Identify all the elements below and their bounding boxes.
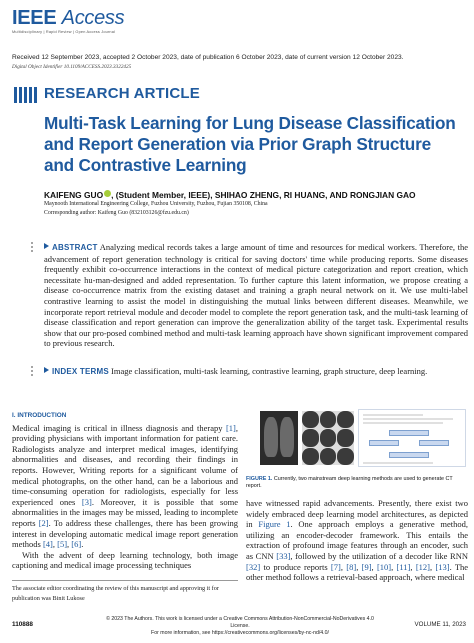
method-diagram (358, 409, 466, 467)
figure-label: FIGURE 1. (246, 476, 273, 482)
paper-title: Multi-Task Learning for Lung Disease Classification and Report Generation via Prior Graph Structure and Contrastive Learning (44, 113, 456, 175)
intro-paragraph-2: With the advent of deep learning technology, both image captioning and medical image processing techniques (12, 549, 238, 571)
ct-slices-grid (302, 411, 354, 465)
citation-link[interactable]: [33] (276, 550, 291, 561)
author-first[interactable]: KAIFENG GUO (44, 190, 104, 200)
lung-shape (280, 417, 294, 457)
received-dates: Received 12 September 2023, accepted 2 October 2023, date of publication 6 October 2023, date of current version 12 October 2023. (12, 54, 404, 61)
index-terms-section (44, 366, 468, 378)
affiliation: Maynooth International Engineering College, Fuzhou University, Fuzhou, Fujian 350108, China (44, 201, 268, 207)
lung-shape (264, 417, 278, 457)
editor-footnote: The associate editor coordinating the review of this manuscript and approving it for publication was Binit Lukose (12, 580, 238, 603)
abstract-margin-dots (28, 242, 36, 254)
citation-link[interactable]: [7] (330, 561, 341, 572)
page-number: 110888 (12, 621, 33, 628)
figure-1[interactable] (246, 409, 468, 471)
index-terms-heading: INDEX TERMS (52, 367, 109, 376)
citation-link[interactable]: [2] (38, 517, 49, 528)
logo-ieee: IEEE (12, 7, 57, 29)
citation-link[interactable]: [1] (225, 422, 236, 433)
citation-link[interactable]: [4] (42, 539, 53, 550)
logo-access: Access (61, 7, 125, 29)
citation-link[interactable]: [8] (346, 561, 357, 572)
abstract-section (44, 242, 468, 349)
intro-paragraph-1: Medical imaging is critical in illness diagnosis and therapy [1], providing physicians with important information for patient care. Radiologists analyze and interpret medical images, identifying abnormalities and diseases, and recording their findings in reports. However, Writing reports for a significant volume of medical photographs, on the other hand, can be a laborious and time-consuming operation for radiologists, especially for less experienced ones [3]. Moreover, it is possible that some abnormalities in the images may be missed, leading to incomplete reports [2]. To address these challenges, there has been growing interest in developing automatic medical image report generation methods [4], [5], [6]. (12, 422, 238, 550)
author-list (44, 190, 416, 200)
right-column-text: have witnessed rapid advancements. Presently, there exist two widely embraced deep learning model architectures, as depicted in Figure 1. One approach employs a generative method, utilizing an encoder-decoder framework. This entails the extraction of profound image features through an encoder, such as CNN [33], followed by the utilization of a decoder like RNN [32] to produce reports [7], [8], [9], [10], [11], [12], [13]. The other method follows a retrieval-based approach, where medical (246, 498, 469, 583)
citation-link[interactable]: [9] (361, 561, 372, 572)
intro-heading: I. INTRODUCTION (12, 412, 67, 419)
article-type-bars-icon (14, 87, 39, 105)
page-footer (0, 612, 474, 643)
figure-link[interactable]: Figure 1 (258, 519, 291, 530)
author-rest: , (Student Member, IEEE), SHIHAO ZHENG, RI HUANG, AND RONGJIAN GAO (111, 190, 416, 200)
journal-header (12, 8, 124, 34)
citation-link[interactable]: [13] (435, 561, 450, 572)
ieee-access-logo[interactable] (12, 8, 124, 28)
journal-tagline: Multidisciplinary | Rapid Review | Open Access Journal (12, 30, 116, 34)
citation-link[interactable]: [11] (396, 561, 411, 572)
citation-link[interactable]: [32] (246, 561, 261, 572)
index-margin-dots (28, 366, 36, 378)
license-notice: © 2023 The Authors. This work is licensed under a Creative Commons Attribution-NonCommercial-NoDerivatives 4.0 License. For more information, see https://creativecommons.org/licenses/by-nc-nd/4.0/ (100, 616, 380, 637)
index-terms-text: Image classification, multi-task learning, contrastive learning, graph structure, deep learning. (111, 366, 428, 376)
citation-link[interactable]: [12] (415, 561, 430, 572)
citation-link[interactable]: [3] (81, 496, 92, 507)
citation-link[interactable]: [6] (71, 539, 82, 550)
article-type-label: RESEARCH ARTICLE (44, 85, 200, 102)
citation-link[interactable]: [5] (57, 539, 68, 550)
section-triangle-icon (44, 367, 49, 373)
abstract-heading: ABSTRACT (52, 243, 98, 252)
citation-link[interactable]: [10] (376, 561, 392, 572)
volume-label: VOLUME 11, 2023 (414, 621, 466, 628)
license-link[interactable]: For more information, see https://creativecommons.org/licenses/by-nc-nd/4.0/ (151, 630, 329, 636)
section-triangle-icon (44, 243, 49, 249)
chest-xray-image (260, 411, 298, 465)
intro-column (12, 411, 238, 571)
abstract-text: Analyzing medical records takes a large amount of time and resources for medical workers. Therefore, the advancement of report generation technology is critical for saving doctors' time while producing reports. Some diseases frequently exhibit co-occurrence interactions in the context of medical picture categorization and report creation, which necessitate hu-man-designed and added representation. To further capture this latent information, we propose creating a disease co-occurrence matrix from the existing dataset and training a graph neural network on it. We use multi-label contrastive learning to assist the model in distinguishing the mutual links between different diseases. Meanwhile, we incorporate report retrieval module and decoder model to complete the report generation task, and the multi-task learning of disease classification and report generation can improve the generalization ability of the target task. Experimental results show that our pro-posed combined method and multi-task learning approach have shown significant improvement compared to previous research. (44, 242, 468, 349)
doi-line[interactable]: Digital Object Identifier 10.1109/ACCESS.2023.3322425 (12, 64, 132, 70)
figure-caption: FIGURE 1. Currently, two mainstream deep learning methods are used to generate CT report. (246, 476, 453, 489)
corresponding-author: Corresponding author: Kaifeng Guo (832103126@fzu.edu.cn) (44, 210, 189, 216)
